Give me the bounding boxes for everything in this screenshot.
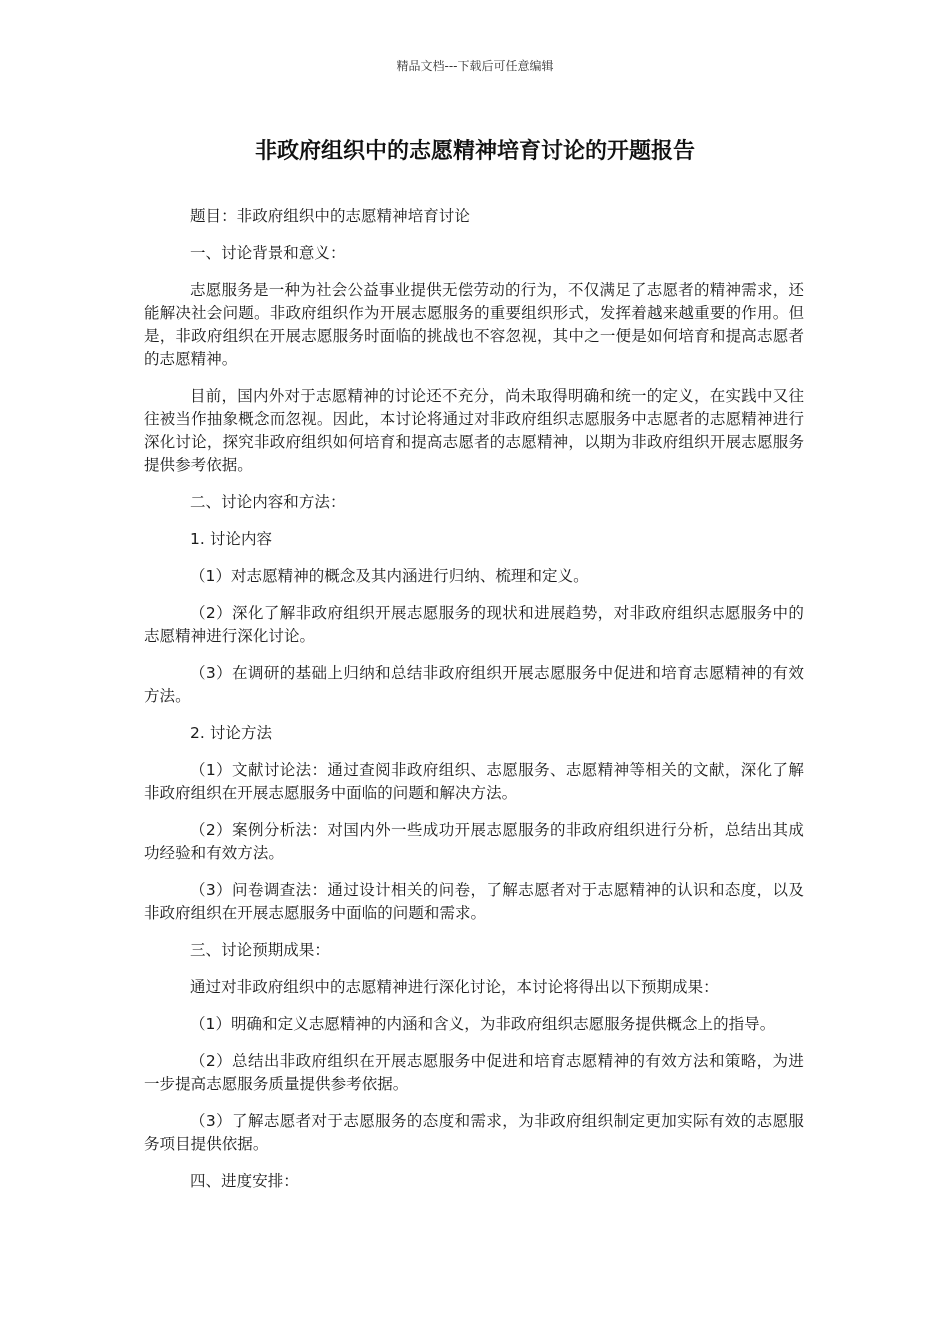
document-body xyxy=(144,205,804,1207)
section-heading-background: 一、讨论背景和意义： xyxy=(190,244,346,262)
outcomes-intro: 通过对非政府组织中的志愿精神进行深化讨论，本讨论将得出以下预期成果： xyxy=(190,978,719,996)
section-heading-schedule: 四、进度安排： xyxy=(190,1172,299,1190)
section-heading-content-methods: 二、讨论内容和方法： xyxy=(190,493,346,511)
outcome-item-3: （3）了解志愿者对于志愿服务的态度和需求，为非政府组织制定更加实际有效的志愿服务项目提供依据。 xyxy=(144,1112,804,1153)
subheading-methods: 2. 讨论方法 xyxy=(190,724,273,742)
topic-line: 题目：非政府组织中的志愿精神培育讨论 xyxy=(190,207,470,225)
paragraph-background-2: 目前，国内外对于志愿精神的讨论还不充分，尚未取得明确和统一的定义，在实践中又往往被当作抽象概念而忽视。因此，本讨论将通过对非政府组织志愿服务中志愿者的志愿精神进行深化讨论，探究非政府组织如何培育和提高志愿者的志愿精神，以期为非政府组织开展志愿服务提供参考依据。 xyxy=(144,387,804,474)
method-item-1: （1）文献讨论法：通过查阅非政府组织、志愿服务、志愿精神等相关的文献，深化了解非政府组织在开展志愿服务中面临的问题和解决方法。 xyxy=(144,761,804,802)
content-item-3: （3）在调研的基础上归纳和总结非政府组织开展志愿服务中促进和培育志愿精神的有效方法。 xyxy=(144,664,804,705)
section-heading-outcomes: 三、讨论预期成果： xyxy=(190,941,330,959)
document-title: 非政府组织中的志愿精神培育讨论的开题报告 xyxy=(254,139,695,164)
content-item-1: （1）对志愿精神的概念及其内涵进行归纳、梳理和定义。 xyxy=(190,567,589,585)
method-item-3: （3）问卷调查法：通过设计相关的问卷，了解志愿者对于志愿精神的认识和态度，以及非政府组织在开展志愿服务中面临的问题和需求。 xyxy=(144,881,804,922)
header-note: 精品文档---下载后可任意编辑 xyxy=(396,59,554,73)
paragraph-background-1: 志愿服务是一种为社会公益事业提供无偿劳动的行为，不仅满足了志愿者的精神需求，还能解决社会问题。非政府组织作为开展志愿服务的重要组织形式，发挥着越来越重要的作用。但是，非政府组织在开展志愿服务时面临的挑战也不容忽视，其中之一便是如何培育和提高志愿者的志愿精神。 xyxy=(144,281,804,368)
method-item-2: （2）案例分析法：对国内外一些成功开展志愿服务的非政府组织进行分析，总结出其成功经验和有效方法。 xyxy=(144,821,804,862)
outcome-item-1: （1）明确和定义志愿精神的内涵和含义，为非政府组织志愿服务提供概念上的指导。 xyxy=(190,1015,776,1033)
outcome-item-2: （2）总结出非政府组织在开展志愿服务中促进和培育志愿精神的有效方法和策略，为进一步提高志愿服务质量提供参考依据。 xyxy=(144,1052,804,1093)
content-item-2: （2）深化了解非政府组织开展志愿服务的现状和进展趋势，对非政府组织志愿服务中的志愿精神进行深化讨论。 xyxy=(144,604,804,645)
subheading-content: 1. 讨论内容 xyxy=(190,530,273,548)
